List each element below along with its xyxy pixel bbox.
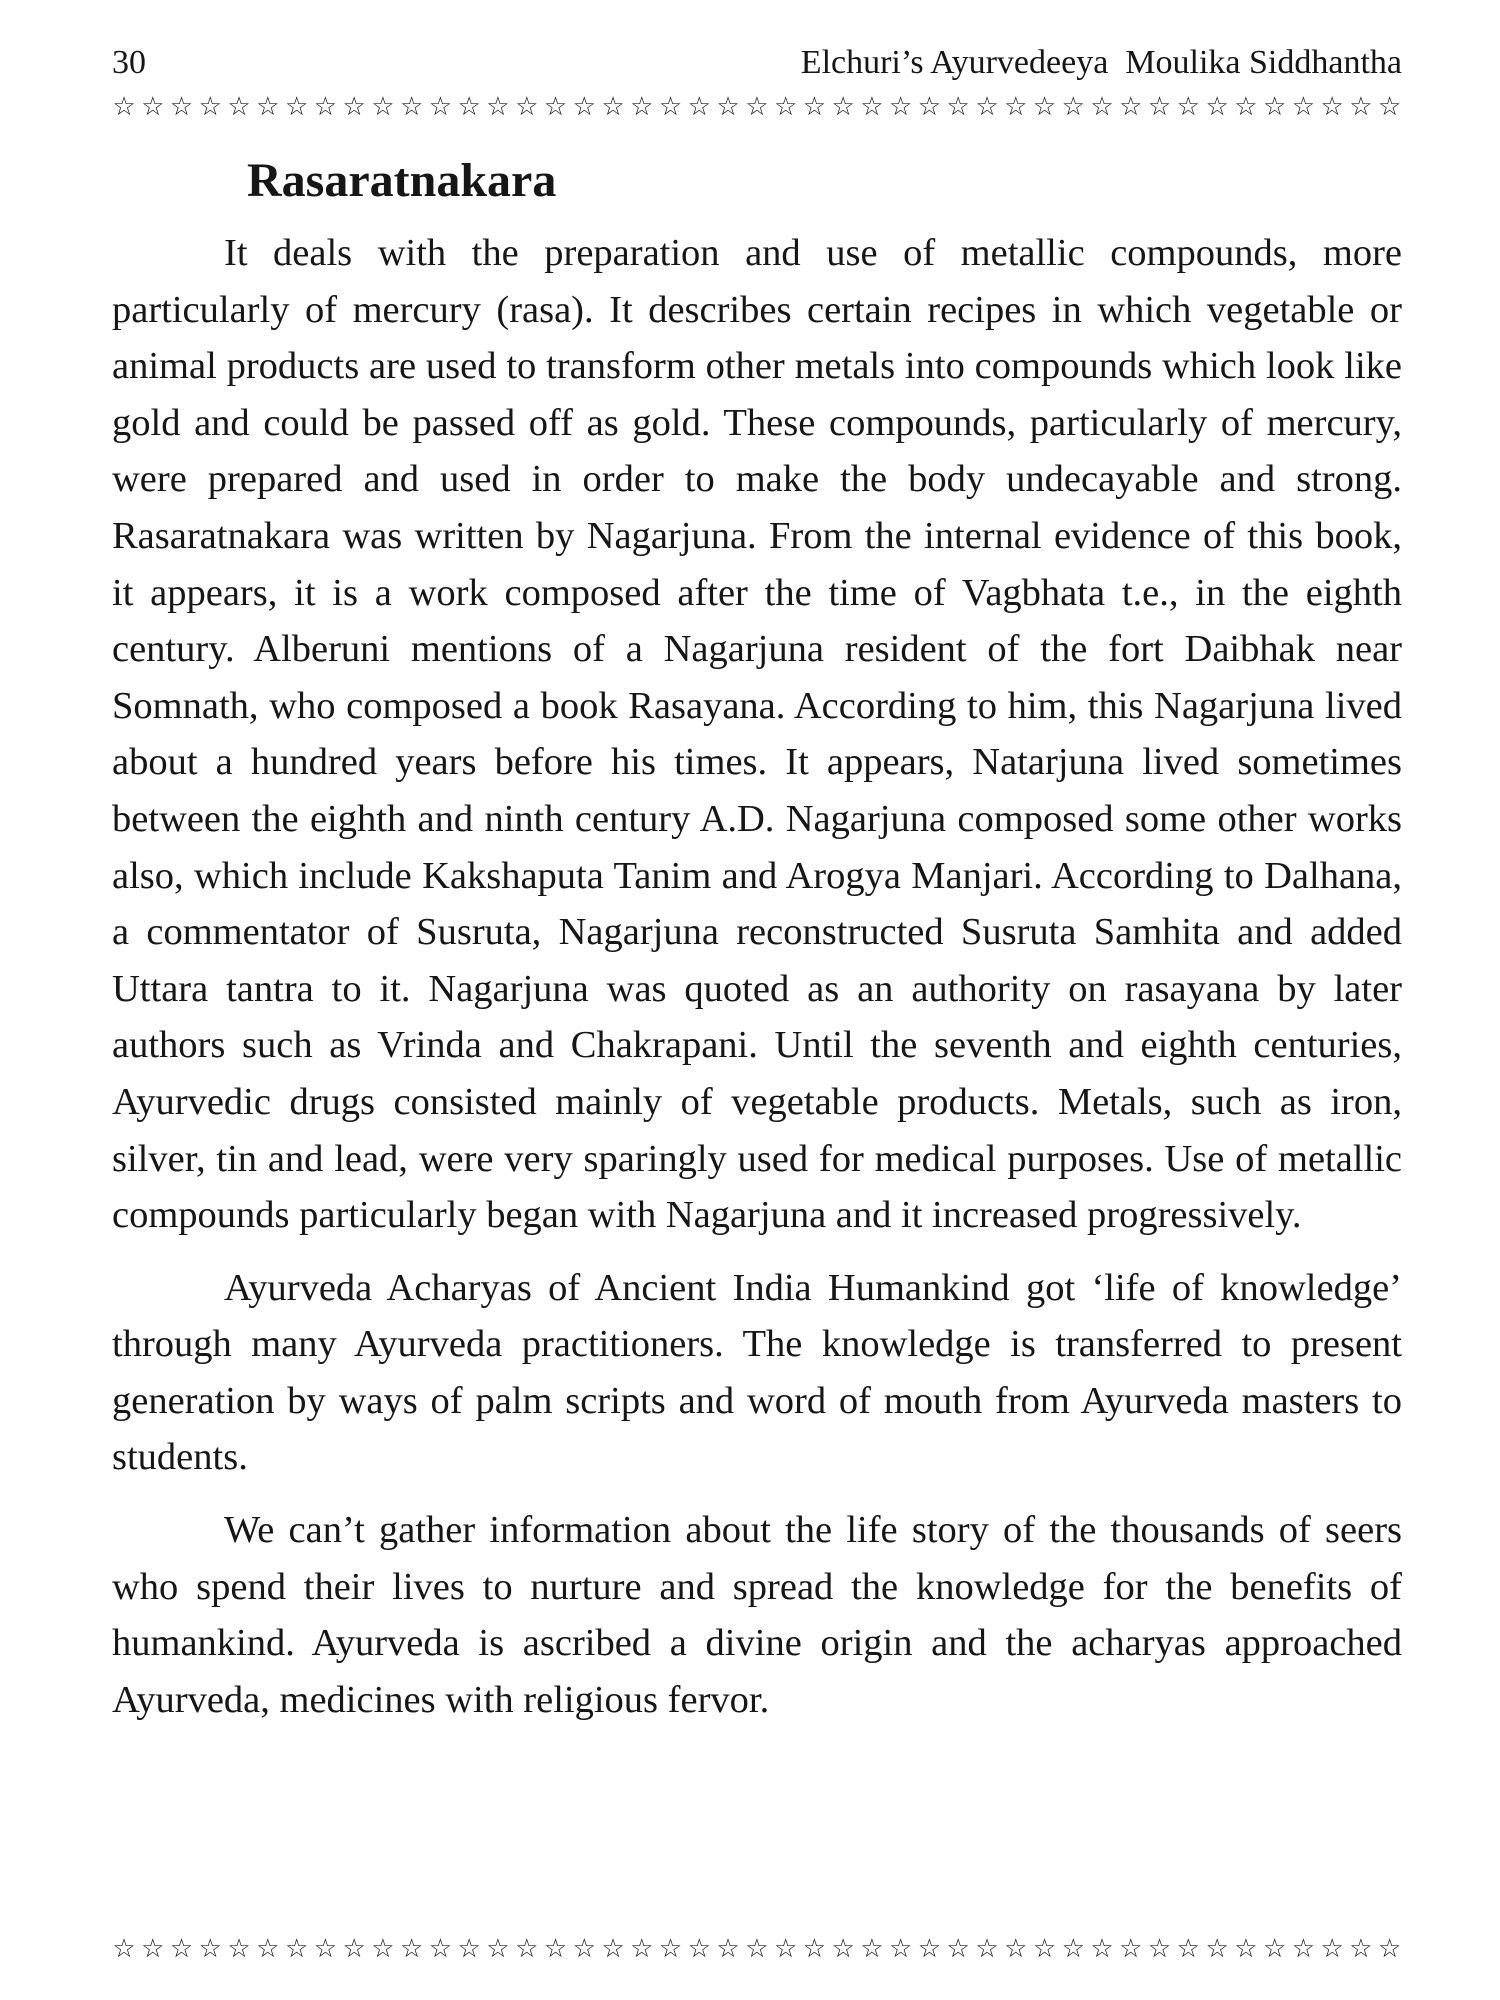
star-ornament-icon: ☆ [486,1934,510,1964]
star-ornament-icon: ☆ [1090,1934,1114,1964]
star-ornament-icon: ☆ [773,92,798,122]
star-ornament-icon: ☆ [1176,92,1200,122]
star-ornament-icon: ☆ [658,1934,683,1964]
star-ornament-icon: ☆ [860,92,884,122]
star-ornament-icon: ☆ [802,1934,827,1964]
star-ornament-icon: ☆ [1061,92,1085,122]
star-ornament-icon: ☆ [141,92,165,122]
star-ornament-icon: ☆ [486,92,510,122]
star-ornament-icon: ☆ [1320,1934,1344,1964]
star-ornament-icon: ☆ [1004,92,1028,122]
star-ornament-icon: ☆ [1234,92,1258,122]
star-ornament-icon: ☆ [256,92,280,122]
star-ornament-icon: ☆ [1291,92,1316,122]
star-ornament-icon: ☆ [1090,92,1114,122]
star-ornament-icon: ☆ [1004,1934,1028,1964]
star-ornament-icon: ☆ [112,92,136,122]
body-text [112,225,1402,1728]
star-ornament-icon: ☆ [917,92,942,122]
star-ornament-icon: ☆ [745,1934,769,1964]
star-ornament-icon: ☆ [227,92,251,122]
star-ornament-icon: ☆ [141,1934,165,1964]
star-ornament-icon: ☆ [112,1934,136,1964]
star-ornament-icon: ☆ [630,92,654,122]
star-ornament-icon: ☆ [342,1934,366,1964]
star-ornament-icon: ☆ [198,92,222,122]
star-ornament-icon: ☆ [457,1934,481,1964]
star-ornament-icon: ☆ [457,92,481,122]
star-ornament-icon: ☆ [1061,1934,1085,1964]
star-ornament-icon: ☆ [630,1934,654,1964]
star-ornament-icon: ☆ [169,1934,194,1964]
star-ornament-icon: ☆ [313,1934,338,1964]
star-ornament-icon: ☆ [428,92,453,122]
star-ornament-icon: ☆ [543,1934,568,1964]
star-ornament-icon: ☆ [1119,92,1143,122]
star-ornament-icon: ☆ [256,1934,280,1964]
star-ornament-icon: ☆ [1349,1934,1373,1964]
star-ornament-icon: ☆ [831,1934,855,1964]
star-ornament-icon: ☆ [716,1934,740,1964]
star-ornament-icon: ☆ [284,1934,309,1964]
star-ornament-icon: ☆ [601,92,625,122]
section-heading: Rasaratnakara [247,154,557,207]
page-number: 30 [112,44,146,81]
star-ornament-icon: ☆ [1262,1934,1287,1964]
star-ornament-icon: ☆ [515,1934,539,1964]
star-ornament-icon: ☆ [371,1934,395,1964]
star-ornament-icon: ☆ [1349,92,1373,122]
top-star-ornament-rule [112,90,1402,124]
star-ornament-icon: ☆ [601,1934,625,1964]
paragraph-rasaratnakara: It deals with the preparation and use of metallic compounds, more particularly of mercury (rasa). It describes certain recipes in which vegetable or animal products are used to transform other metals into compounds which look like gold and could be passed off as gold. These compounds, particularly of mercury, were prepared and used in order to make the body undecayable and strong. Rasaratnakara was written by Nagarjuna. From the internal evidence of this book, it appears, it is a work composed after the time of Vagbhata t.e., in the eighth century. Alberuni mentions of a Nagarjuna resident of the fort Daibhak near Somnath, who composed a book Rasayana. According to him, this Nagarjuna lived about a hundred years before his times. It appears, Natarjuna lived sometimes between the eighth and ninth century A.D. Nagarjuna composed some other works also, which include Kakshaputa Tanim and Arogya Manjari. According to Dalhana, a commentator of Susruta, Nagarjuna reconstructed Susruta Samhita and added Uttara tantra to it. Nagarjuna was quoted as an authority on rasayana by later authors such as Vrinda and Chakrapani. Until the seventh and eighth centuries, Ayurvedic drugs consisted mainly of vegetable products. Metals, such as iron, silver, tin and lead, were very sparingly used for medical purposes. Use of metallic compounds particularly began with Nagarjuna and it increased progressively. [112,232,1402,1237]
star-ornament-icon: ☆ [658,92,683,122]
star-ornament-icon: ☆ [687,92,711,122]
star-ornament-icon: ☆ [313,92,338,122]
star-ornament-icon: ☆ [1378,1934,1402,1964]
star-ornament-icon: ☆ [687,1934,711,1964]
star-ornament-icon: ☆ [198,1934,222,1964]
star-ornament-icon: ☆ [572,1934,596,1964]
bottom-star-ornament-rule [112,1932,1402,1966]
star-ornament-icon: ☆ [371,92,395,122]
star-ornament-icon: ☆ [400,1934,424,1964]
paragraph-seers: We can’t gather information about the life story of the thousands of seers who spend their lives to nurture and spread the knowledge for the benefits of humankind. Ayurveda is ascribed a divine origin and the acharyas approached Ayurveda, medicines with religious fervor. [112,1509,1402,1721]
star-ornament-icon: ☆ [745,92,769,122]
star-ornament-icon: ☆ [1320,92,1344,122]
paragraph-ayurveda-acharyas: Ayurveda Acharyas of Ancient India Humankind got ‘life of knowledge’ through many Ayurveda practitioners. The knowledge is transferred to present generation by ways of palm scripts and word of mouth from Ayurveda masters to students. [112,1266,1402,1479]
star-ornament-icon: ☆ [860,1934,884,1964]
star-ornament-icon: ☆ [917,1934,942,1964]
star-ornament-icon: ☆ [1262,92,1287,122]
star-ornament-icon: ☆ [1205,92,1229,122]
star-ornament-icon: ☆ [515,92,539,122]
star-ornament-icon: ☆ [400,92,424,122]
star-ornament-icon: ☆ [1119,1934,1143,1964]
star-ornament-icon: ☆ [773,1934,798,1964]
star-ornament-icon: ☆ [1032,92,1057,122]
page-header [112,38,1402,88]
star-ornament-icon: ☆ [716,92,740,122]
star-ornament-icon: ☆ [169,92,194,122]
star-ornament-icon: ☆ [1205,1934,1229,1964]
star-ornament-icon: ☆ [975,1934,999,1964]
star-ornament-icon: ☆ [889,1934,913,1964]
star-ornament-icon: ☆ [946,1934,970,1964]
star-ornament-icon: ☆ [284,92,309,122]
star-ornament-icon: ☆ [543,92,568,122]
star-ornament-icon: ☆ [1032,1934,1057,1964]
star-ornament-icon: ☆ [1147,1934,1172,1964]
star-ornament-icon: ☆ [428,1934,453,1964]
star-ornament-icon: ☆ [802,92,827,122]
star-ornament-icon: ☆ [1234,1934,1258,1964]
star-ornament-icon: ☆ [1176,1934,1200,1964]
star-ornament-icon: ☆ [342,92,366,122]
star-ornament-icon: ☆ [975,92,999,122]
star-ornament-icon: ☆ [1147,92,1172,122]
star-ornament-icon: ☆ [889,92,913,122]
star-ornament-icon: ☆ [1291,1934,1316,1964]
star-ornament-icon: ☆ [572,92,596,122]
running-title: Elchuri’s Ayurvedeeya Moulika Siddhantha [800,44,1402,81]
star-ornament-icon: ☆ [1378,92,1402,122]
star-ornament-icon: ☆ [946,92,970,122]
star-ornament-icon: ☆ [831,92,855,122]
star-ornament-icon: ☆ [227,1934,251,1964]
